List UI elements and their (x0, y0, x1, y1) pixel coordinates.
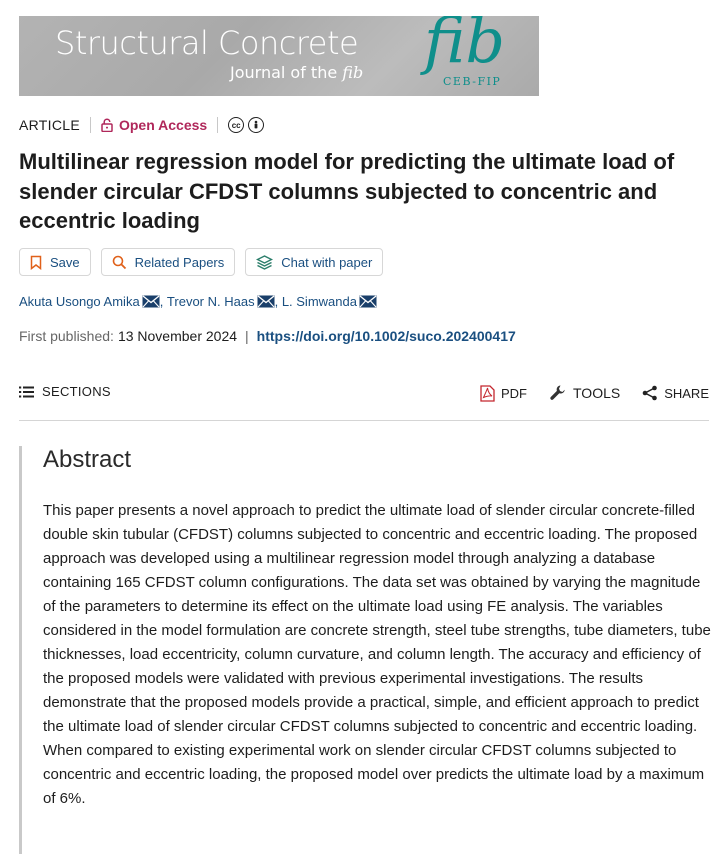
email-icon[interactable] (142, 295, 160, 308)
abstract-heading: Abstract (43, 446, 132, 473)
by-icon (248, 117, 264, 133)
fib-logo-sub: CEB-FIP (443, 75, 502, 88)
article-toolbar (19, 384, 709, 404)
author-comma: , (159, 294, 167, 309)
chat-with-paper-button[interactable] (245, 248, 383, 276)
article-actions (19, 248, 383, 276)
author-list (19, 294, 377, 309)
meta-divider (90, 117, 91, 133)
open-access-badge[interactable] (101, 117, 207, 133)
abstract-text: This paper presents a novel approach to predict the ultimate load of slender circular concrete-filled double skin tubular (CFDST) columns subjected to concentric and eccentric loading. The proposed approach was developed using a multilinear regression model through analyzing a database containing 165 CFDST column configurations. The data set was obtained by varying the magnitude of the parameters to determine its effect on the ultimate load using FE analysis. The variables considered in the model formulation are concrete strength, steel tube strengths, tube diameters, tube thicknesses, load eccentricity, column curvature, and column length. The accuracy and efficiency of the proposed models were validated with previous experimental investigations. The results demonstrate that the proposed models provide a practical, simple, and efficient approach to predict the ultimate load of slender circular CFDST columns subjected to concentric and eccentric loading. When compared to existing experimental work on slender circular CFDST columns subjected to concentric and eccentric loading, the proposed model over predicts the ultimate load by a maximum of 6%. (43, 502, 711, 807)
bookmark-icon (30, 255, 42, 270)
email-icon[interactable] (359, 295, 377, 308)
email-icon[interactable] (257, 295, 275, 308)
publication-info (19, 328, 516, 344)
save-button[interactable] (19, 248, 91, 276)
share-icon (642, 385, 658, 401)
doi-link[interactable]: https://doi.org/10.1002/suco.202400417 (256, 328, 516, 344)
open-access-label: Open Access (118, 117, 208, 133)
sections-label: SECTIONS (42, 384, 111, 399)
publication-separator: | (245, 328, 249, 344)
author-item[interactable] (282, 294, 377, 309)
layers-icon (256, 255, 273, 270)
journal-subtitle (230, 63, 363, 82)
author-name: L. Simwanda (281, 294, 357, 309)
first-published-label: First published: (19, 328, 114, 344)
author-name: Akuta Usongo Amika (19, 294, 140, 309)
cc-icon: cc (228, 117, 244, 133)
toolbar-actions (480, 384, 709, 402)
fib-logo: fib (424, 16, 506, 77)
author-name: Trevor N. Haas (166, 294, 255, 309)
share-button[interactable] (642, 385, 709, 401)
article-meta-row (19, 116, 264, 134)
journal-banner[interactable] (19, 16, 539, 96)
abstract-section (19, 446, 709, 854)
lock-icon (101, 118, 113, 132)
share-label: SHARE (664, 385, 709, 401)
meta-divider (217, 117, 218, 133)
chat-with-paper-label: Chat with paper (281, 254, 373, 270)
article-type: ARTICLE (19, 117, 80, 133)
wrench-icon (549, 384, 567, 402)
related-papers-button[interactable] (101, 248, 236, 276)
sections-button[interactable] (19, 384, 111, 399)
toolbar-divider (19, 420, 709, 421)
save-label: Save (50, 254, 80, 270)
pdf-icon (480, 385, 495, 402)
article-title: Multilinear regression model for predicting the ultimate load of slender circular CFDST columns subjected to concentric and eccentric loading (19, 149, 675, 233)
list-icon (19, 386, 34, 398)
tools-label: TOOLS (573, 385, 621, 401)
journal-subtitle-prefix: Journal of the (230, 63, 338, 82)
related-papers-label: Related Papers (134, 254, 225, 270)
pdf-label: PDF (501, 385, 527, 401)
journal-title: Structural Concrete (55, 24, 359, 62)
author-item[interactable] (167, 294, 275, 309)
search-icon (112, 255, 127, 270)
author-comma: , (274, 294, 282, 309)
first-published-date: 13 November 2024 (117, 328, 238, 344)
tools-button[interactable] (549, 384, 620, 402)
license-icons[interactable] (228, 117, 264, 133)
pdf-button[interactable] (480, 385, 527, 402)
journal-subtitle-brand: fib (342, 63, 364, 82)
author-item[interactable] (19, 294, 160, 309)
